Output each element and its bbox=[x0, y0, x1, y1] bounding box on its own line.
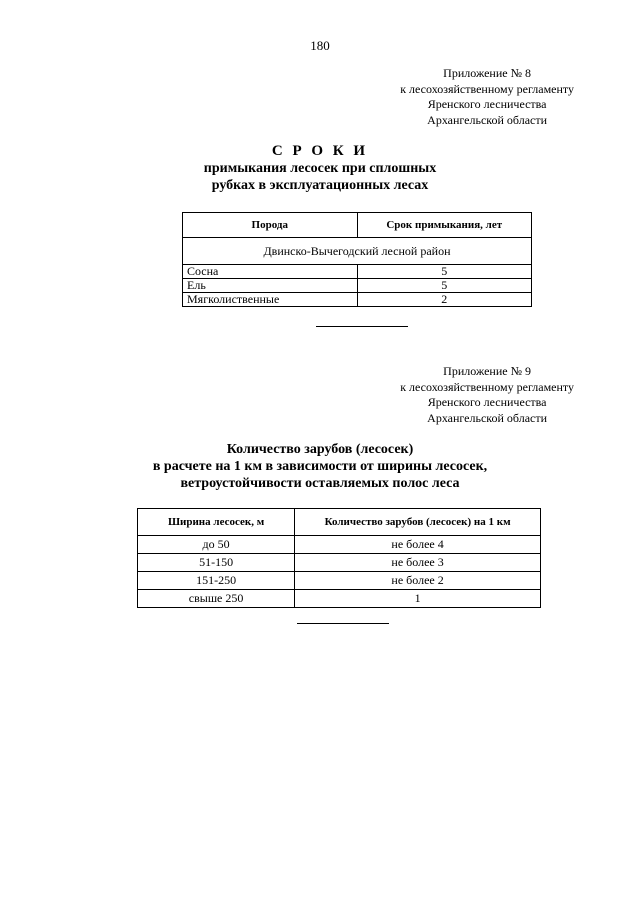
species-cell: Мягколиственные bbox=[183, 293, 358, 307]
title-line: С Р О К И bbox=[271, 143, 369, 159]
divider bbox=[297, 623, 389, 624]
divider bbox=[316, 326, 408, 327]
title-line: в расчете на 1 км в зависимости от ширины лесосек, bbox=[152, 459, 488, 474]
table-row bbox=[183, 293, 532, 307]
column-header: Срок примыкания, лет bbox=[357, 213, 532, 238]
term-cell: 5 bbox=[357, 265, 532, 279]
title-line: рубках в эксплуатационных лесах bbox=[211, 178, 429, 193]
appendix-line: к лесохозяйственному регламенту bbox=[400, 81, 574, 96]
term-cell: 2 bbox=[357, 293, 532, 307]
width-cell: до 50 bbox=[138, 536, 295, 554]
count-cell: не более 2 bbox=[295, 572, 541, 590]
adjacency-table bbox=[182, 212, 532, 307]
appendix-9-header bbox=[400, 364, 574, 426]
width-cell: свыше 250 bbox=[138, 590, 295, 608]
appendix-line: Архангельской области bbox=[427, 112, 548, 127]
count-cell: 1 bbox=[295, 590, 541, 608]
appendix-8-header bbox=[400, 66, 574, 128]
table-row bbox=[183, 279, 532, 293]
appendix-line: к лесохозяйственному регламенту bbox=[400, 379, 574, 394]
appendix-line: Приложение № 8 bbox=[443, 66, 532, 80]
column-header: Количество зарубов (лесосек) на 1 км bbox=[295, 509, 541, 536]
species-cell: Сосна bbox=[183, 265, 358, 279]
page-number: 180 bbox=[310, 38, 330, 53]
title-line: ветроустойчивости оставляемых полос леса bbox=[180, 476, 460, 491]
table-row bbox=[138, 536, 541, 554]
appendix-line: Приложение № 9 bbox=[443, 364, 532, 378]
appendix-line: Архангельской области bbox=[427, 410, 548, 425]
count-cell: не более 4 bbox=[295, 536, 541, 554]
title-line: примыкания лесосек при сплошных bbox=[203, 161, 437, 176]
table-row bbox=[183, 265, 532, 279]
region-row: Двинско-Вычегодский лесной район bbox=[183, 238, 532, 265]
cuts-count-table bbox=[137, 508, 541, 608]
section-1-title bbox=[0, 143, 640, 194]
title-line: Количество зарубов (лесосек) bbox=[226, 442, 414, 457]
section-2-title bbox=[0, 441, 640, 492]
appendix-line: Яренского лесничества bbox=[427, 97, 547, 111]
table-row bbox=[138, 572, 541, 590]
count-cell: не более 3 bbox=[295, 554, 541, 572]
appendix-line: Яренского лесничества bbox=[427, 395, 547, 409]
width-cell: 151-250 bbox=[138, 572, 295, 590]
width-cell: 51-150 bbox=[138, 554, 295, 572]
table-row bbox=[138, 590, 541, 608]
table-row bbox=[138, 554, 541, 572]
column-header: Порода bbox=[183, 213, 358, 238]
term-cell: 5 bbox=[357, 279, 532, 293]
species-cell: Ель bbox=[183, 279, 358, 293]
column-header: Ширина лесосек, м bbox=[138, 509, 295, 536]
